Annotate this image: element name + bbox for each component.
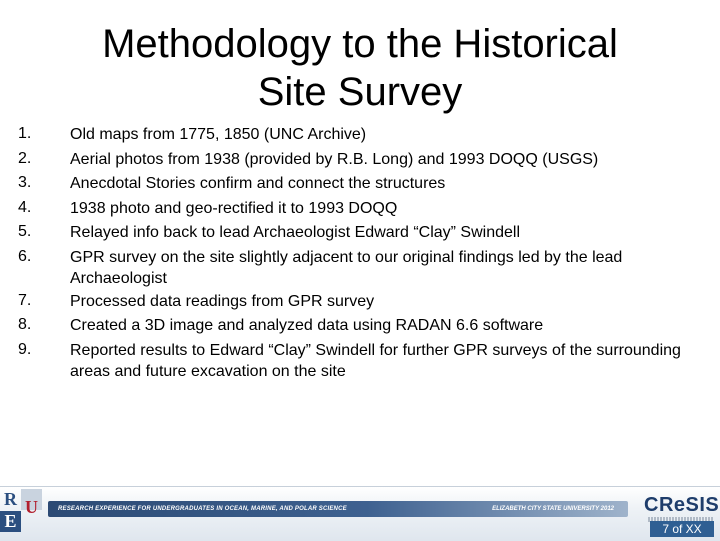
reu-logo — [0, 489, 46, 535]
list-item — [18, 338, 698, 382]
list-item-text: Reported results to Edward “Clay” Swindell for further GPR surveys of the surrounding areas and future excavation on the site — [70, 341, 681, 380]
list-item — [18, 245, 698, 289]
list-item-number: 8. — [18, 316, 32, 333]
slide-title-line-1: Methodology to the Historical — [102, 22, 618, 66]
list-item — [18, 171, 698, 196]
reu-logo-letter-e: E — [0, 511, 21, 532]
list-item-text: GPR survey on the site slightly adjacent to our original findings led by the lead Archaeologist — [70, 248, 623, 287]
methodology-list — [18, 122, 698, 382]
list-item-number: 7. — [18, 291, 32, 309]
list-item-number: 5. — [18, 223, 32, 240]
list-item-number: 2. — [18, 149, 32, 167]
cresis-logo: CReSIS — [644, 494, 720, 516]
list-item-number: 1. — [18, 125, 32, 142]
list-item-number: 3. — [18, 174, 32, 191]
list-item — [18, 147, 698, 172]
list-item-text: Old maps from 1775, 1850 (UNC Archive) — [70, 126, 367, 143]
reu-logo-letter-u: U — [25, 497, 38, 517]
list-item-text: Relayed info back to lead Archaeologist Edward “Clay” Swindell — [70, 224, 521, 241]
list-item-number: 4. — [18, 198, 32, 216]
list-item-number: 9. — [18, 340, 32, 358]
slide-title-line-2: Site Survey — [257, 70, 463, 114]
list-item — [18, 289, 698, 314]
list-item-number: 6. — [18, 247, 32, 265]
slide-title — [40, 20, 680, 116]
list-item-text: Anecdotal Stories confirm and connect the structures — [70, 175, 446, 192]
banner-university-text: ELIZABETH CITY STATE UNIVERSITY 2012 — [492, 506, 614, 512]
slide-footer — [0, 486, 720, 541]
list-item — [18, 313, 698, 338]
list-item-text: Processed data readings from GPR survey — [70, 292, 375, 310]
list-item — [18, 122, 698, 147]
list-item-text: 1938 photo and geo-rectified it to 1993 DOQQ — [70, 199, 398, 217]
banner-program-text: RESEARCH EXPERIENCE FOR UNDERGRADUATES IN OCEAN, MARINE, AND POLAR SCIENCE — [58, 506, 347, 512]
list-item-text: Aerial photos from 1938 (provided by R.B. Long) and 1993 DOQQ (USGS) — [70, 150, 599, 168]
list-item-text: Created a 3D image and analyzed data using RADAN 6.6 software — [70, 317, 544, 334]
page-number: 7 of XX — [650, 521, 714, 537]
list-item — [18, 220, 698, 245]
reu-logo-letter-r: R — [4, 489, 17, 509]
footer-banner — [48, 501, 628, 517]
list-item — [18, 196, 698, 221]
